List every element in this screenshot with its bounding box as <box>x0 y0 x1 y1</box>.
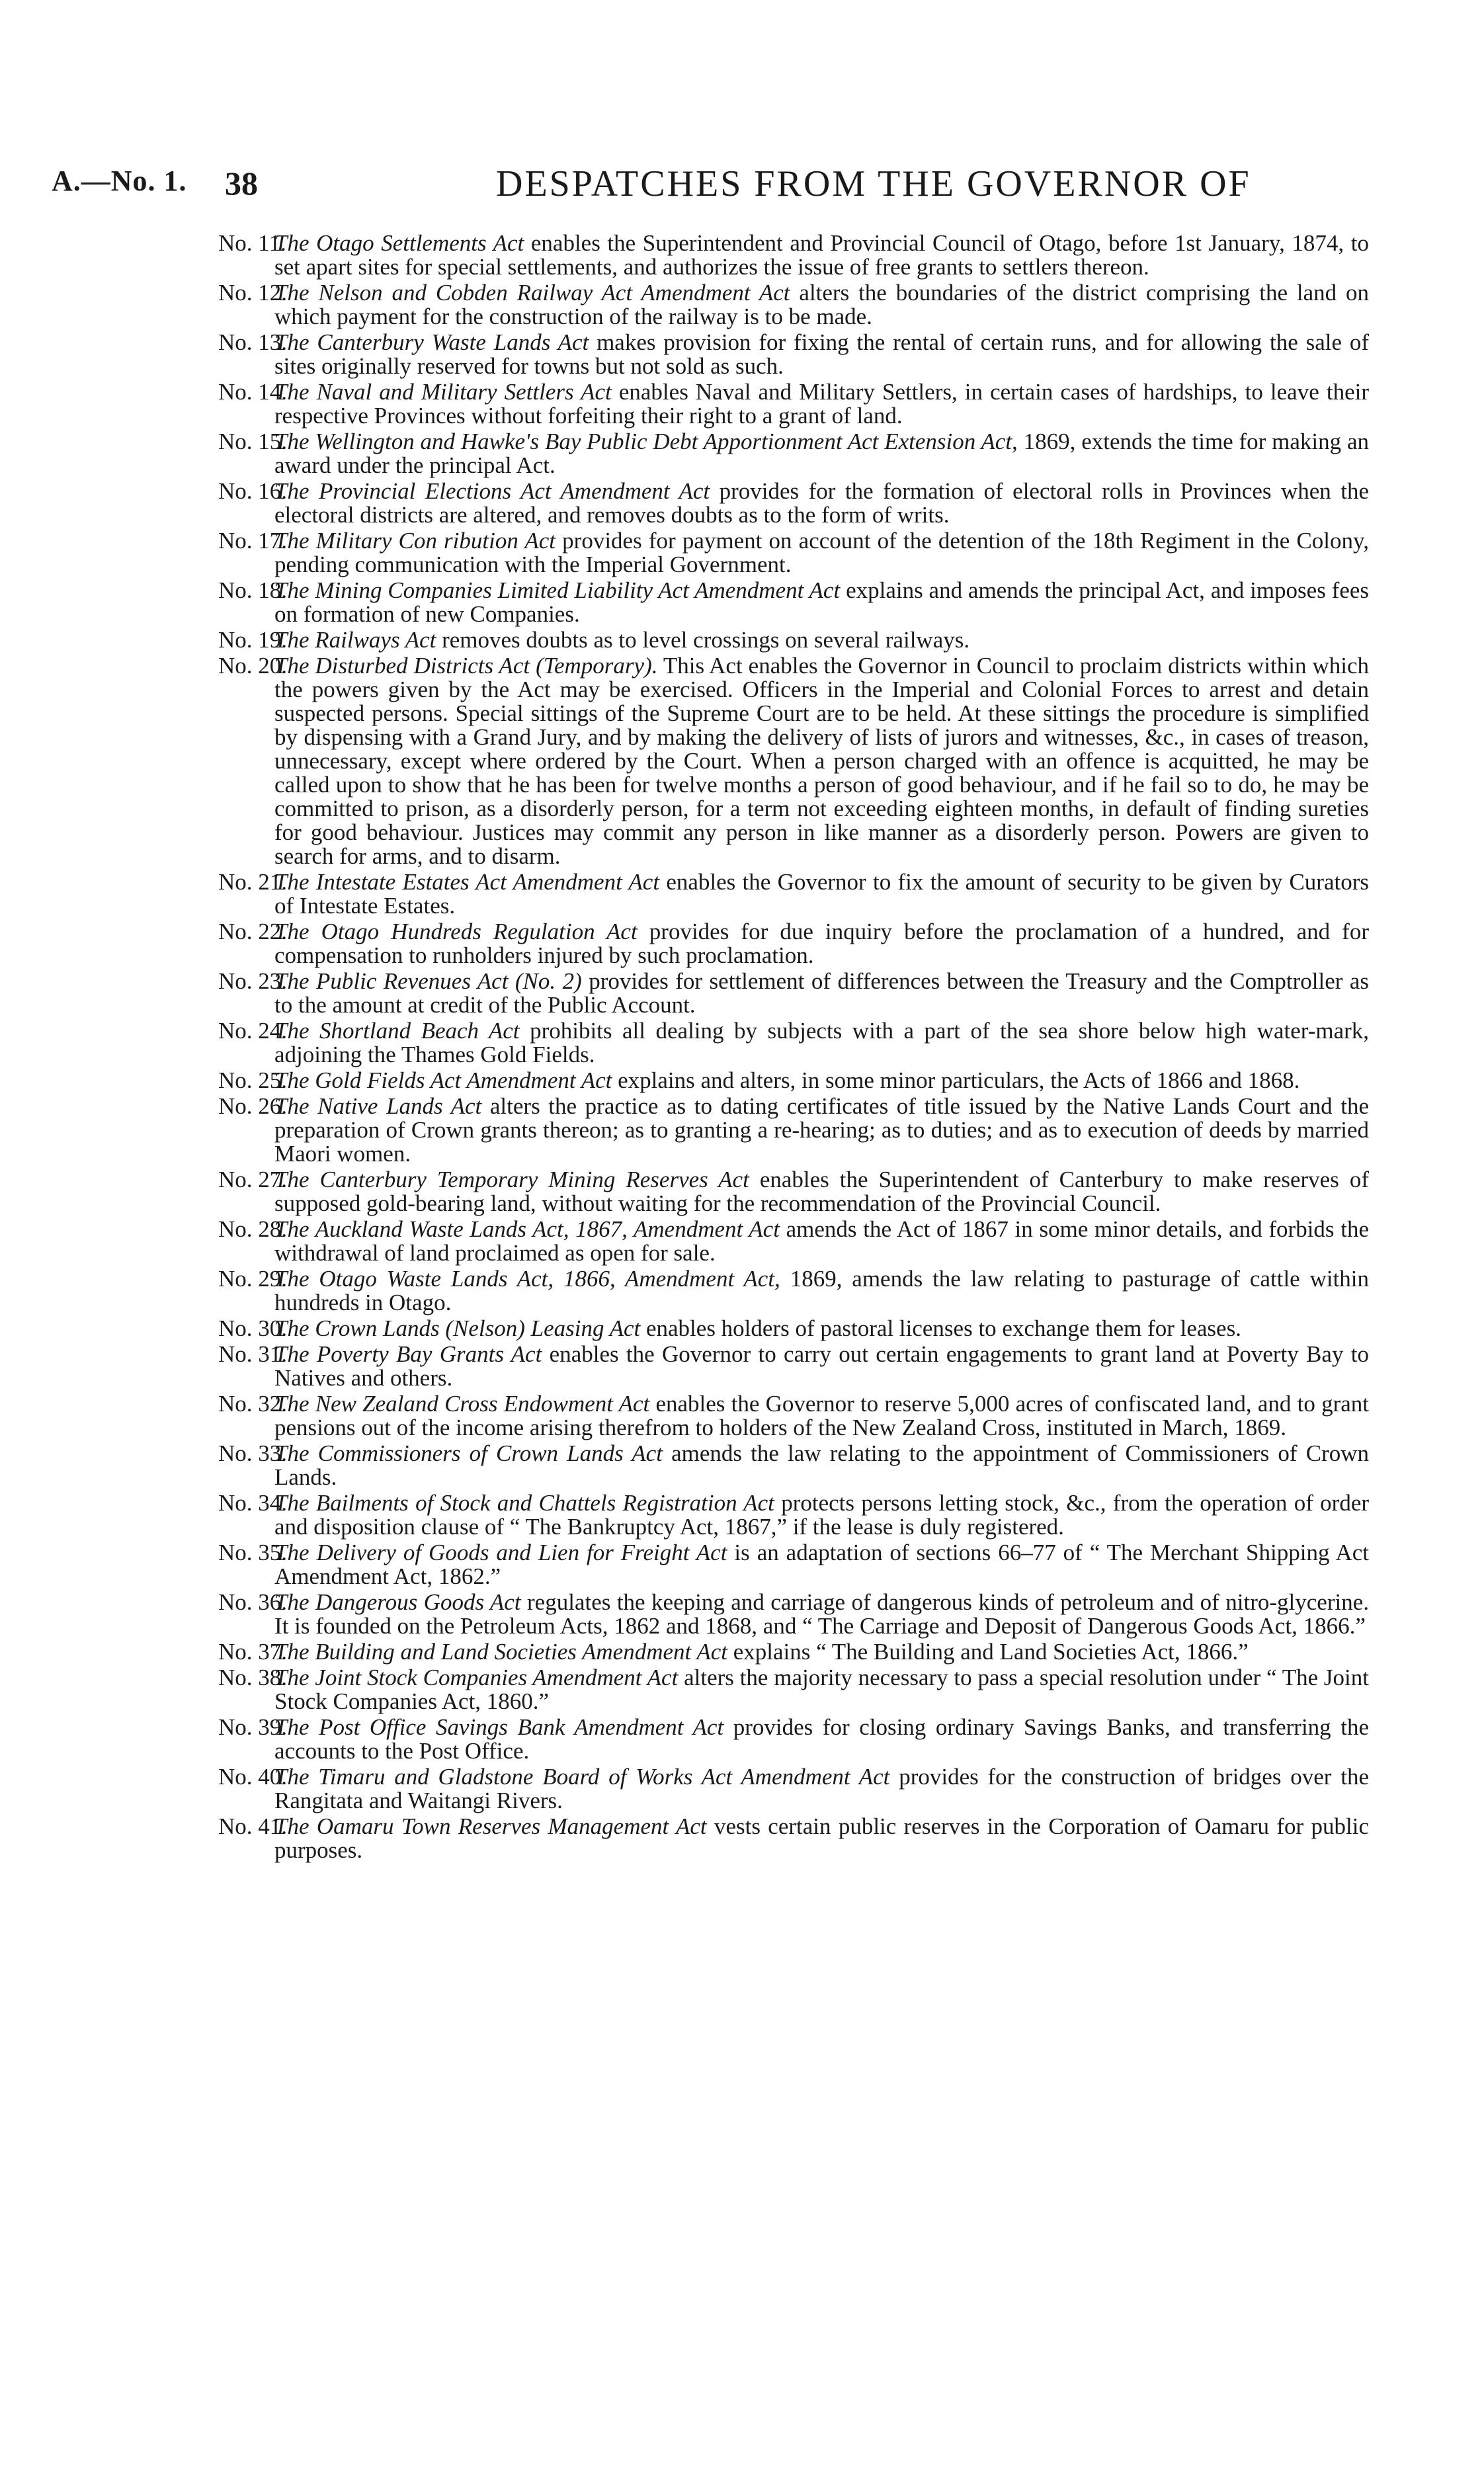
page-number: 38 <box>225 165 258 202</box>
act-entry <box>218 1019 1369 1067</box>
act-number: No. 19. <box>218 627 288 653</box>
act-number: No. 13. <box>218 329 288 355</box>
act-number: No. 28. <box>218 1216 288 1242</box>
act-entry <box>218 281 1369 329</box>
act-description: protects persons letting stock, &c., from the operation of order and disposition clause of “ The Bankruptcy Act, 1867,” if the lease is duly registered. <box>274 1490 1370 1540</box>
act-number: No. 34. <box>218 1490 288 1516</box>
act-number: No. 15. <box>218 429 288 454</box>
act-description: amends the Act of 1867 in some minor details, and forbids the withdrawal of land proclaimed as open for sale. <box>274 1216 1370 1266</box>
act-title: The Crown Lands (Nelson) Leasing Act <box>274 1315 641 1341</box>
act-description: enables holders of pastoral licenses to exchange them for leases. <box>645 1315 1241 1341</box>
act-description: prohibits all dealing by subjects with a part of the sea shore below high water-mark, adjoining the Thames Gold Fields. <box>274 1018 1370 1067</box>
act-description: 1869, amends the law relating to pasturage of cattle within hundreds in Otago. <box>274 1266 1370 1315</box>
act-entry <box>218 1069 1369 1093</box>
act-entry <box>218 1095 1369 1166</box>
act-number: No. 23. <box>218 968 288 994</box>
act-title: The Delivery of Goods and Lien for Freight Act <box>274 1540 727 1565</box>
act-number: No. 35. <box>218 1540 288 1565</box>
page-header <box>52 157 1374 210</box>
act-title: The Canterbury Waste Lands Act <box>274 329 589 355</box>
act-entry <box>218 529 1369 577</box>
act-description: enables the Superintendent and Provincial Council of Otago, before 1st January, 1874, to set apart sites for special settlements, and authorizes the issue of free grants to settlers thereon. <box>274 230 1370 280</box>
act-description: is an adaptation of sections 66–77 of “ The Merchant Shipping Act Amendment Act, 1862.” <box>274 1540 1369 1589</box>
act-entry <box>218 331 1369 378</box>
acts-list <box>218 231 1369 1864</box>
act-number: No. 36. <box>218 1589 288 1615</box>
act-number: No. 26. <box>218 1093 288 1119</box>
act-description: regulates the keeping and carriage of dangerous kinds of petroleum and of nitro-glycerine. It is founded on the Petroleum Acts, 1862 and 1868, and “ The Carriage and Deposit of Dangerous Goods Act, 1866.” <box>274 1589 1370 1639</box>
act-title: The Nelson and Cobden Railway Act Amendment Act <box>274 280 790 306</box>
act-entry <box>218 1442 1369 1489</box>
act-title: The Commissioners of Crown Lands Act <box>274 1440 663 1466</box>
act-number: No. 25. <box>218 1067 288 1093</box>
act-number: No. 11. <box>218 230 286 256</box>
act-title: The Otago Hundreds Regulation Act <box>274 919 638 944</box>
act-number: No. 12. <box>218 280 288 306</box>
act-description: provides for payment on account of the detention of the 18th Regiment in the Colony, pending communication with the Imperial Government. <box>274 528 1370 577</box>
act-description: vests certain public reserves in the Corporation of Oamaru for public purposes. <box>274 1813 1369 1863</box>
act-description: alters the practice as to dating certificates of title issued by the Native Lands Court and the preparation of Crown grants thereon; as to granting a re-hearing; as to duties; and as to execution of deeds by married Maori women. <box>274 1093 1369 1167</box>
act-entry <box>218 430 1369 477</box>
act-number: No. 22. <box>218 919 288 944</box>
page-reference: A.—No. 1. <box>52 165 187 197</box>
act-entry <box>218 1666 1369 1714</box>
act-title: The Timaru and Gladstone Board of Works Act Amendment Act <box>274 1764 890 1790</box>
act-number: No. 40. <box>218 1764 288 1790</box>
act-entry <box>218 380 1369 428</box>
act-description: explains and amends the principal Act, and imposes fees on formation of new Companies. <box>274 577 1370 627</box>
act-title: The Public Revenues Act (No. 2) <box>274 968 582 994</box>
act-entry <box>218 1317 1369 1341</box>
act-title: The Disturbed Districts Act (Temporary). <box>274 653 658 679</box>
act-title: The Auckland Waste Lands Act, 1867, Amendment Act <box>274 1216 780 1242</box>
act-description: provides for the construction of bridges over the Rangitata and Waitangi Rivers. <box>274 1764 1369 1813</box>
act-number: No. 33. <box>218 1440 288 1466</box>
act-description: alters the boundaries of the district comprising the land on which payment for the construction of the railway is to be made. <box>274 280 1369 329</box>
act-description: amends the law relating to the appointment of Commissioners of Crown Lands. <box>274 1440 1370 1490</box>
act-title: The Wellington and Hawke's Bay Public Debt Apportionment Act Extension Act, <box>274 429 1018 454</box>
act-entry <box>218 1392 1369 1440</box>
act-entry <box>218 1343 1369 1390</box>
act-title: The Canterbury Temporary Mining Reserves Act <box>274 1167 749 1192</box>
act-entry <box>218 1218 1369 1265</box>
act-entry <box>218 1765 1369 1813</box>
act-number: No. 30. <box>218 1315 288 1341</box>
act-number: No. 16. <box>218 478 288 504</box>
act-title: The Post Office Savings Bank Amendment Act <box>274 1714 724 1740</box>
act-title: The Otago Settlements Act <box>274 230 524 256</box>
act-number: No. 31. <box>218 1341 288 1367</box>
act-entry <box>218 920 1369 968</box>
act-entry <box>218 479 1369 527</box>
act-title: The Naval and Military Settlers Act <box>274 379 612 405</box>
act-description: explains “ The Building and Land Societies Act, 1866.” <box>733 1639 1249 1665</box>
act-description: provides for settlement of differences between the Treasury and the Comptroller as to the amount at credit of the Public Account. <box>274 968 1370 1018</box>
act-number: No. 27. <box>218 1167 288 1192</box>
act-description: 1869, extends the time for making an award under the principal Act. <box>274 429 1369 478</box>
act-number: No. 37. <box>218 1639 288 1665</box>
act-title: The Poverty Bay Grants Act <box>274 1341 542 1367</box>
act-entry <box>218 1168 1369 1216</box>
act-entry <box>218 1267 1369 1315</box>
act-entry <box>218 1815 1369 1862</box>
act-title: The Intestate Estates Act Amendment Act <box>274 869 660 895</box>
act-title: The Shortland Beach Act <box>274 1018 520 1044</box>
act-description: enables the Superintendent of Canterbury to make reserves of supposed gold-bearing land, without waiting for the recommendation of the Provincial Council. <box>274 1167 1369 1216</box>
act-entry <box>218 1716 1369 1763</box>
act-number: No. 14. <box>218 379 288 405</box>
act-title: The Military Con ribution Act <box>274 528 556 554</box>
act-number: No. 17. <box>218 528 288 554</box>
act-title: The Railways Act <box>274 627 436 653</box>
act-entry <box>218 1491 1369 1539</box>
act-title: The Gold Fields Act Amendment Act <box>274 1067 612 1093</box>
act-title: The Oamaru Town Reserves Management Act <box>274 1813 707 1839</box>
act-number: No. 21. <box>218 869 288 895</box>
act-description: provides for the formation of electoral rolls in Provinces when the electoral districts are altered, and removes doubts as to the form of writs. <box>274 478 1370 528</box>
act-description: enables the Governor to reserve 5,000 acres of confiscated land, and to grant pensions out of the income arising therefrom to holders of the New Zealand Cross, instituted in March, 1869. <box>274 1391 1370 1440</box>
act-description: makes provision for fixing the rental of certain runs, and for allowing the sale of sites originally reserved for towns but not sold as such. <box>274 329 1370 379</box>
act-entry <box>218 628 1369 652</box>
act-title: The Native Lands Act <box>274 1093 482 1119</box>
act-entry <box>218 1640 1369 1664</box>
page-title: DESPATCHES FROM THE GOVERNOR OF <box>496 163 1251 204</box>
act-description: explains and alters, in some minor particulars, the Acts of 1866 and 1868. <box>618 1067 1300 1093</box>
act-entry <box>218 1541 1369 1589</box>
act-number: No. 39. <box>218 1714 288 1740</box>
act-title: The Otago Waste Lands Act, 1866, Amendment Act, <box>274 1266 780 1292</box>
act-number: No. 41. <box>218 1813 288 1839</box>
act-number: No. 29. <box>218 1266 288 1292</box>
act-entry <box>218 654 1369 868</box>
act-description: provides for closing ordinary Savings Banks, and transferring the accounts to the Post Office. <box>274 1714 1370 1764</box>
act-title: The Mining Companies Limited Liability Act Amendment Act <box>274 577 841 603</box>
act-number: No. 24. <box>218 1018 288 1044</box>
act-entry <box>218 870 1369 918</box>
act-entry <box>218 1591 1369 1638</box>
act-entry <box>218 579 1369 626</box>
act-description: alters the majority necessary to pass a special resolution under “ The Joint Stock Companies Act, 1860.” <box>274 1665 1369 1714</box>
act-number: No. 18. <box>218 577 288 603</box>
act-number: No. 20. <box>218 653 288 679</box>
act-number: No. 38. <box>218 1665 288 1690</box>
act-title: The Provincial Elections Act Amendment Act <box>274 478 710 504</box>
act-number: No. 32. <box>218 1391 288 1417</box>
act-description: enables the Governor to carry out certain engagements to grant land at Poverty Bay to Natives and others. <box>274 1341 1369 1391</box>
act-description: removes doubts as to level crossings on several railways. <box>442 627 970 653</box>
act-description: enables Naval and Military Settlers, in certain cases of hardships, to leave their respective Provinces without forfeiting their right to a grant of land. <box>274 379 1369 429</box>
act-title: The Building and Land Societies Amendment Act <box>274 1639 728 1665</box>
act-entry <box>218 970 1369 1017</box>
act-description: This Act enables the Governor in Council to proclaim districts within which the powers given by the Act may be exercised. Officers in the Imperial and Colonial Forces to arrest and detain suspected persons. Special sittings of the Supreme Court are to be held. At these sittings the procedure is simplified by dispensing with a Grand Jury, and by making the delivery of lists of jurors and witnesses, &c., in cases of treason, unnecessary, except where ordered by the Court. When a person charged with an offence is acquitted, he may be called upon to show that he has been for twelve months a person of good behaviour, and if he fail so to do, he may be committed to prison, as a disorderly person, for a term not exceeding eighteen months, in default of finding sureties for good behaviour. Justices may commit any person in like manner as a disorderly person. Powers are given to search for arms, and to disarm. <box>274 653 1369 869</box>
act-title: The Joint Stock Companies Amendment Act <box>274 1665 679 1690</box>
act-entry <box>218 231 1369 279</box>
act-description: provides for due inquiry before the proclamation of a hundred, and for compensation to runholders injured by such proclamation. <box>274 919 1369 968</box>
act-title: The Dangerous Goods Act <box>274 1589 521 1615</box>
act-description: enables the Governor to fix the amount of security to be given by Curators of Intestate Estates. <box>274 869 1369 919</box>
act-title: The Bailments of Stock and Chattels Registration Act <box>274 1490 774 1516</box>
act-title: The New Zealand Cross Endowment Act <box>274 1391 650 1417</box>
